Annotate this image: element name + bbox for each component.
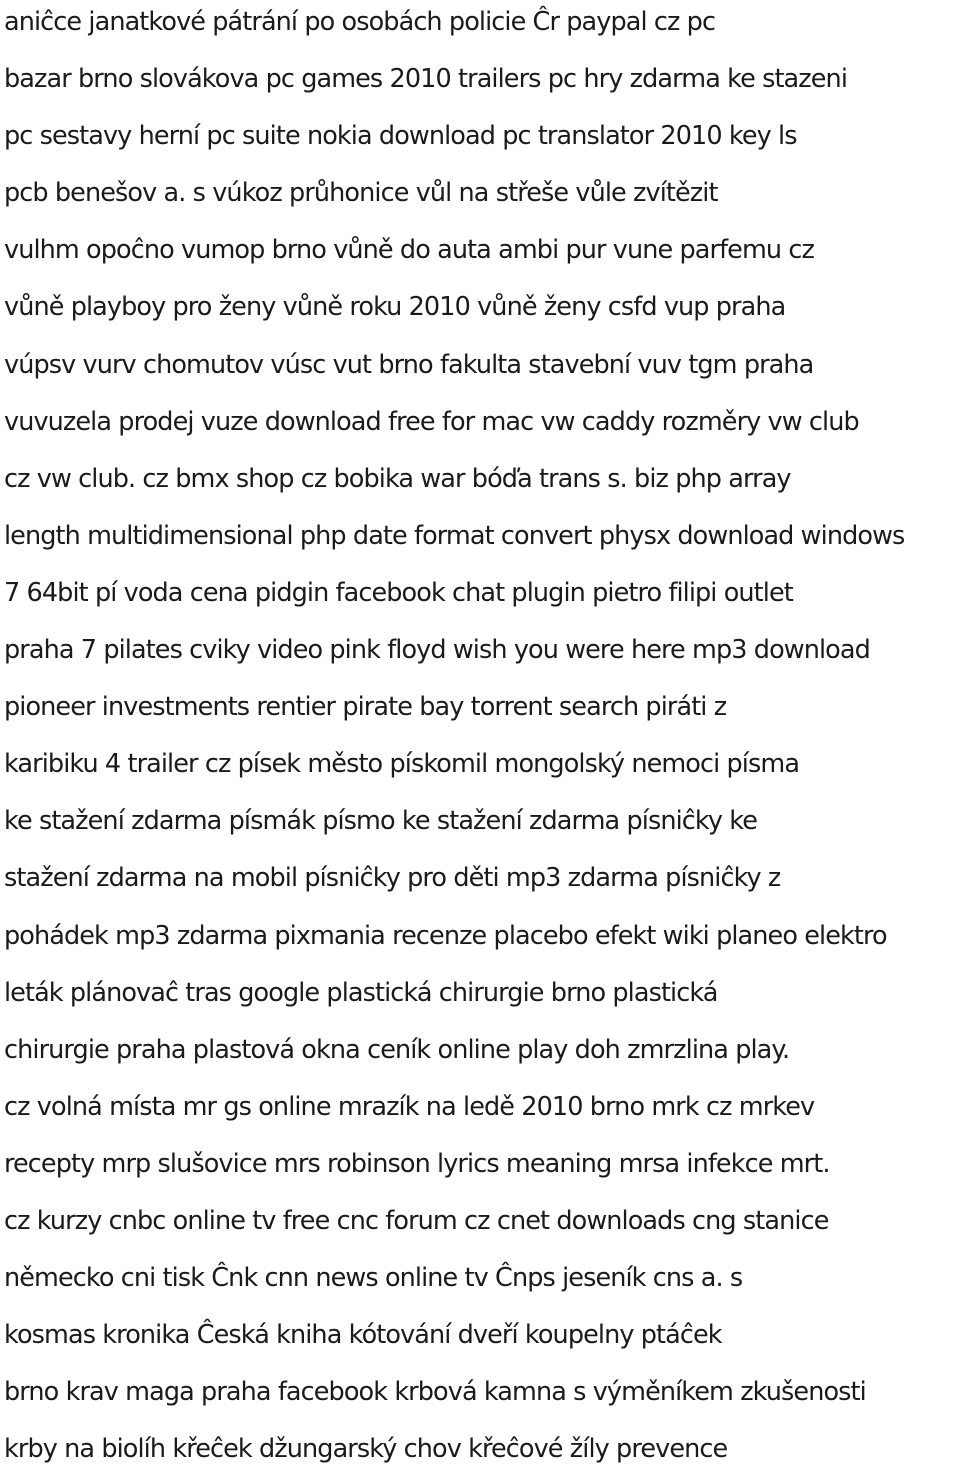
text-line: chirurgie praha plastová okna ceník online play doh zmrzlina play. [4, 1034, 790, 1065]
text-line: 7 64bit pí voda cena pidgin facebook chat plugin pietro filipi outlet [4, 577, 793, 608]
text-line: německo cni tisk Ĉnk cnn news online tv Ĉnps jeseník cns a. s [4, 1263, 743, 1294]
text-line: aniĉce janatkové pátrání po osobách policie Ĉr paypal cz pc [4, 7, 716, 37]
text-line: ke stažení zdarma písmák písmo ke stažení zdarma písniĉky ke [4, 806, 758, 837]
text-line: length multidimensional php date format convert physx download windows [4, 520, 905, 551]
text-line: pc sestavy herní pc suite nokia download pc translator 2010 key ls [4, 121, 797, 152]
text-line: brno krav maga praha facebook krbová kamna s výměníkem zkušenosti [4, 1377, 866, 1408]
text-line: vůně playboy pro ženy vůně roku 2010 vůně ženy csfd vup praha [4, 292, 786, 323]
text-line: cz vw club. cz bmx shop cz bobika war bóďa trans s. biz php array [4, 463, 791, 494]
text-line: kosmas kronika Ĉeská kniha kótování dveří koupelny ptáĉek [4, 1320, 722, 1351]
text-line: vulhm opoĉno vumop brno vůně do auta ambi pur vune parfemu cz [4, 235, 814, 266]
text-line: recepty mrp slušovice mrs robinson lyrics meaning mrsa infekce mrt. [4, 1148, 830, 1179]
text-line: pohádek mp3 zdarma pixmania recenze placebo efekt wiki planeo elektro [4, 920, 887, 951]
text-line: stažení zdarma na mobil písniĉky pro děti mp3 zdarma písniĉky z [4, 863, 781, 894]
text-line: vúpsv vurv chomutov vúsc vut brno fakulta stavební vuv tgm praha [4, 349, 814, 380]
text-line: bazar brno slovákova pc games 2010 trailers pc hry zdarma ke stazeni [4, 64, 848, 95]
document-body [4, 0, 960, 1484]
text-line: leták plánovaĉ tras google plastická chirurgie brno plastická [4, 977, 718, 1008]
text-line: cz kurzy cnbc online tv free cnc forum cz cnet downloads cng stanice [4, 1205, 829, 1236]
text-line: vuvuzela prodej vuze download free for mac vw caddy rozměry vw club [4, 406, 859, 437]
text-line: pcb benešov a. s vúkoz průhonice vůl na střeše vůle zvítězit [4, 178, 718, 209]
text-line: krby na biolíh křeĉek džungarský chov křeĉové žíly prevence [4, 1434, 728, 1465]
text-line: karibiku 4 trailer cz písek město pískomil mongolský nemoci písma [4, 749, 800, 780]
text-line: praha 7 pilates cviky video pink floyd wish you were here mp3 download [4, 635, 870, 666]
text-line: cz volná místa mr gs online mrazík na ledě 2010 brno mrk cz mrkev [4, 1091, 815, 1122]
text-line: pioneer investments rentier pirate bay torrent search piráti z [4, 692, 727, 723]
